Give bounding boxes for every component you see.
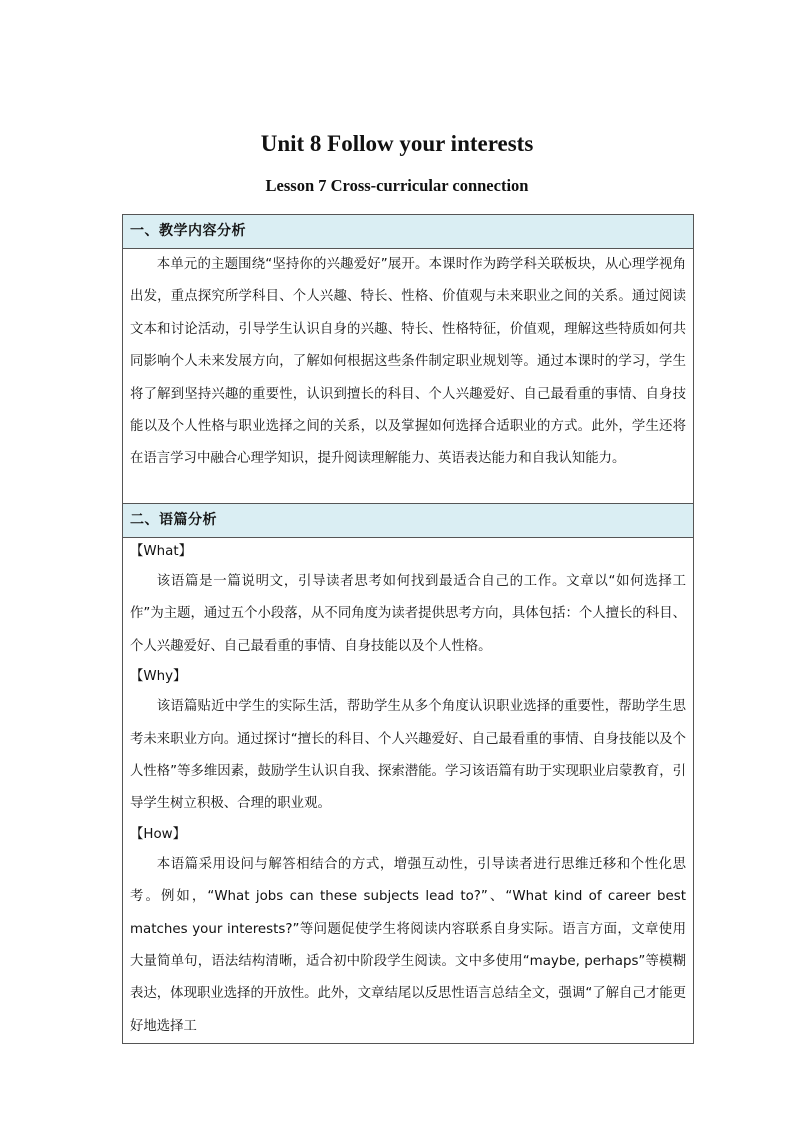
lesson-analysis-table — [122, 214, 694, 1044]
section-body-text-analysis — [123, 538, 694, 1044]
page-title: Unit 8 Follow your interests — [260, 131, 534, 156]
section-heading-teaching-content: 一、教学内容分析 — [123, 215, 694, 249]
why-paragraph: 该语篇贴近中学生的实际生活，帮助学生从多个角度认识职业选择的重要性，帮助学生思考未来职业方向。通过探讨“擅长的科目、个人兴趣爱好、自己最看重的事情、自身技能以及个人性格”等多维因素，鼓励学生认识自我、探索潜能。学习该语篇有助于实现职业启蒙教育，引导学生树立积极、合理的职业观。 — [130, 699, 686, 812]
teaching-content-paragraph: 本单元的主题围绕“坚持你的兴趣爱好”展开。本课时作为跨学科关联板块，从心理学视角出发，重点探究所学科目、个人兴趣、特长、性格、价值观与未来职业之间的关系。通过阅读文本和讨论活动，引导学生认识自身的兴趣、特长、性格特征，价值观，理解这些特质如何共同影响个人未来发展方向，了解如何根据这些条件制定职业规划等。通过本课时的学习，学生将了解到坚持兴趣的重要性，认识到擅长的科目、个人兴趣爱好、自己最看重的事情、自身技能以及个人性格与职业选择之间的关系，以及掌握如何选择合适职业的方式。此外，学生还将在语言学习中融合心理学知识，提升阅读理解能力、英语表达能力和自我认知能力。 — [130, 257, 686, 467]
how-paragraph: 本语篇采用设问与解答相结合的方式，增强互动性，引导读者进行思维迁移和个性化思考。例如，“What jobs can these subjects lead to?”、“What kind of career best matches your interests?”等问题促使学生将阅读内容联系自身实际。语言方面，文章使用大量简单句，语法结构清晰，适合初中阶段学生阅读。文中多使用“maybe, perhaps”等模糊表达，体现职业选择的开放性。此外，文章结尾以反思性语言总结全文，强调“了解自己才能更好地选择工 — [130, 856, 686, 1034]
how-label: 【How】 — [130, 826, 186, 842]
why-label: 【Why】 — [130, 669, 187, 685]
section-heading-text-analysis: 二、语篇分析 — [123, 504, 694, 538]
table-row — [123, 504, 694, 538]
lesson-subtitle: Lesson 7 Cross-curricular connection — [265, 176, 529, 195]
section-body-teaching-content — [123, 249, 694, 504]
what-label: 【What】 — [130, 544, 192, 559]
table-row — [123, 249, 694, 504]
what-paragraph: 该语篇是一篇说明文，引导读者思考如何找到最适合自己的工作。文章以“如何选择工作”为主题，通过五个小段落，从不同角度为读者提供思考方向，具体包括：个人擅长的科目、个人兴趣爱好、自己最看重的事情、自身技能以及个人性格。 — [130, 574, 686, 654]
table-row — [123, 215, 694, 249]
table-row — [123, 538, 694, 1044]
